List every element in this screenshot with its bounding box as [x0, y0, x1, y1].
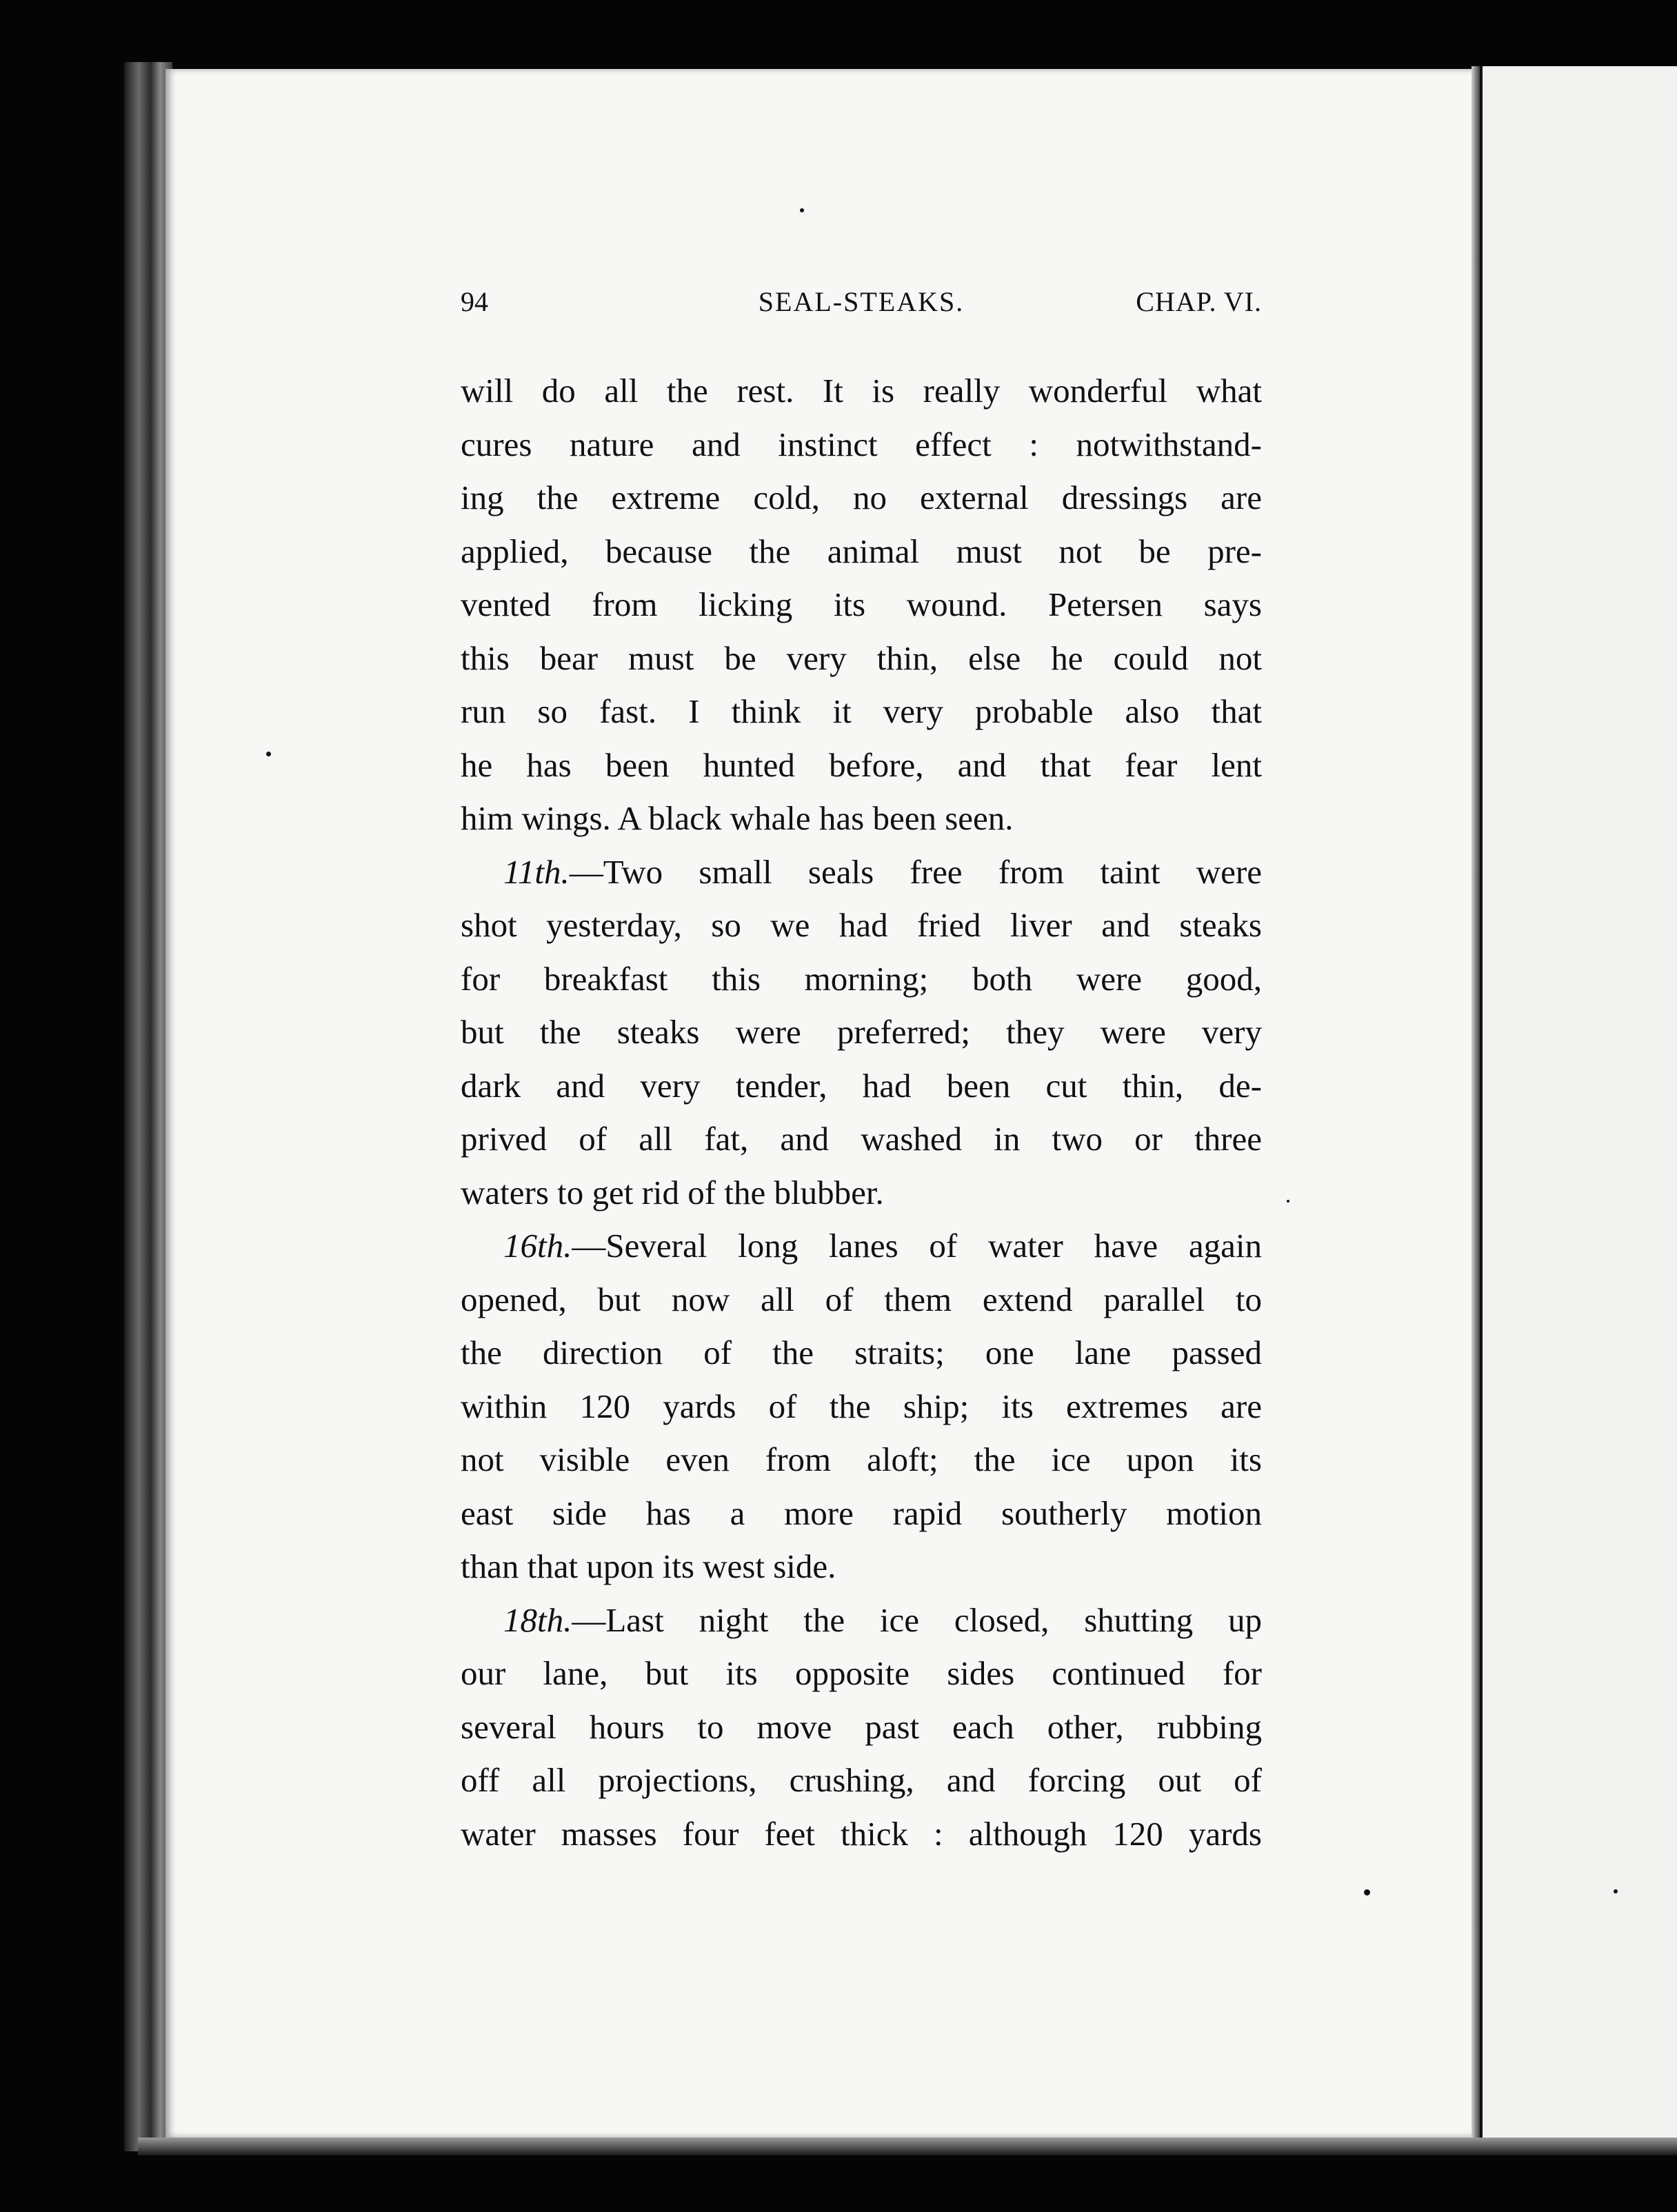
text-line: [461, 1112, 1262, 1166]
scan-speck: [266, 752, 271, 756]
scan-speck: [1287, 1200, 1289, 1203]
text-line: [461, 1166, 1262, 1220]
line-text: opened, but now all of them extend parallel to: [461, 1280, 1262, 1318]
text-line: [461, 364, 1262, 418]
text-line: [461, 685, 1262, 738]
text-line: [461, 578, 1262, 632]
line-text: ing the extreme cold, no external dressings are: [461, 479, 1262, 516]
line-text: this bear must be very thin, else he could not: [461, 639, 1262, 677]
text-line: [461, 525, 1262, 579]
line-text: off all projections, crushing, and forcing out of: [461, 1761, 1262, 1799]
text-line: [461, 845, 1262, 899]
page-bottom-edge: [138, 2138, 1677, 2155]
line-text: shot yesterday, so we had fried liver and steaks: [461, 906, 1262, 944]
text-line: [461, 1326, 1262, 1380]
text-line: [461, 1219, 1262, 1273]
line-text: run so fast. I think it very probable also that: [461, 692, 1262, 730]
line-text: vented from licking its wound. Petersen says: [461, 585, 1262, 623]
line-text: cures nature and instinct effect : notwithstand-: [461, 425, 1262, 463]
text-line: [461, 898, 1262, 952]
line-text: him wings. A black whale has been seen.: [461, 799, 1014, 837]
line-text: will do all the rest. It is really wonderful what: [461, 372, 1262, 410]
text-line: [461, 1273, 1262, 1327]
line-text: dark and very tender, had been cut thin, de-: [461, 1066, 1262, 1105]
scan-speck: [1364, 1889, 1370, 1896]
line-text: the direction of the straits; one lane passed: [461, 1334, 1262, 1371]
text-line: [461, 471, 1262, 525]
text-line: [461, 1059, 1262, 1113]
running-header: [461, 279, 1262, 327]
text-line: [461, 1005, 1262, 1059]
text-line: [461, 738, 1262, 792]
entry-date: 16th.: [503, 1227, 572, 1265]
text-line: [461, 792, 1262, 845]
line-text: —Several long lanes of water have again: [572, 1227, 1262, 1265]
line-text: several hours to move past each other, rubbing: [461, 1707, 1262, 1746]
text-line: [461, 632, 1262, 685]
chapter-label: CHAP. VI.: [1136, 286, 1262, 317]
line-text: not visible even from aloft; the ice upon its: [461, 1440, 1262, 1478]
text-line: [461, 1593, 1262, 1647]
line-text: within 120 yards of the ship; its extremes are: [461, 1387, 1262, 1425]
line-text: than that upon its west side.: [461, 1547, 836, 1585]
line-text: waters to get rid of the blubber.: [461, 1173, 884, 1211]
scan-speck: [1614, 1889, 1618, 1893]
text-line: [461, 1753, 1262, 1807]
line-text: for breakfast this morning; both were good,: [461, 959, 1262, 998]
text-line: [461, 952, 1262, 1006]
line-text: he has been hunted before, and that fear lent: [461, 745, 1262, 784]
scan-speck: [800, 208, 804, 212]
running-title: SEAL-STEAKS.: [758, 286, 965, 317]
text-line: [461, 1540, 1262, 1593]
text-line: [461, 418, 1262, 472]
text-line: [461, 1433, 1262, 1487]
entry-date: 18th.: [503, 1600, 572, 1639]
line-text: applied, because the animal must not be pre-: [461, 532, 1262, 570]
body-text: [461, 364, 1262, 1860]
line-text: our lane, but its opposite sides continued for: [461, 1654, 1262, 1692]
line-text: prived of all fat, and washed in two or three: [461, 1120, 1262, 1158]
line-text: water masses four feet thick : although 120 yards: [461, 1814, 1262, 1853]
text-line: [461, 1700, 1262, 1754]
line-text: —Two small seals free from taint were: [569, 852, 1262, 891]
line-text: —Last night the ice closed, shutting up: [572, 1600, 1262, 1639]
facing-page-edge: [1480, 66, 1677, 2142]
line-text: but the steaks were preferred; they were very: [461, 1013, 1262, 1051]
text-line: [461, 1807, 1262, 1861]
page-number: 94: [461, 286, 488, 317]
entry-date: 11th.: [503, 852, 570, 891]
text-line: [461, 1647, 1262, 1700]
text-line: [461, 1487, 1262, 1540]
line-text: east side has a more rapid southerly motion: [461, 1494, 1262, 1532]
text-line: [461, 1380, 1262, 1434]
